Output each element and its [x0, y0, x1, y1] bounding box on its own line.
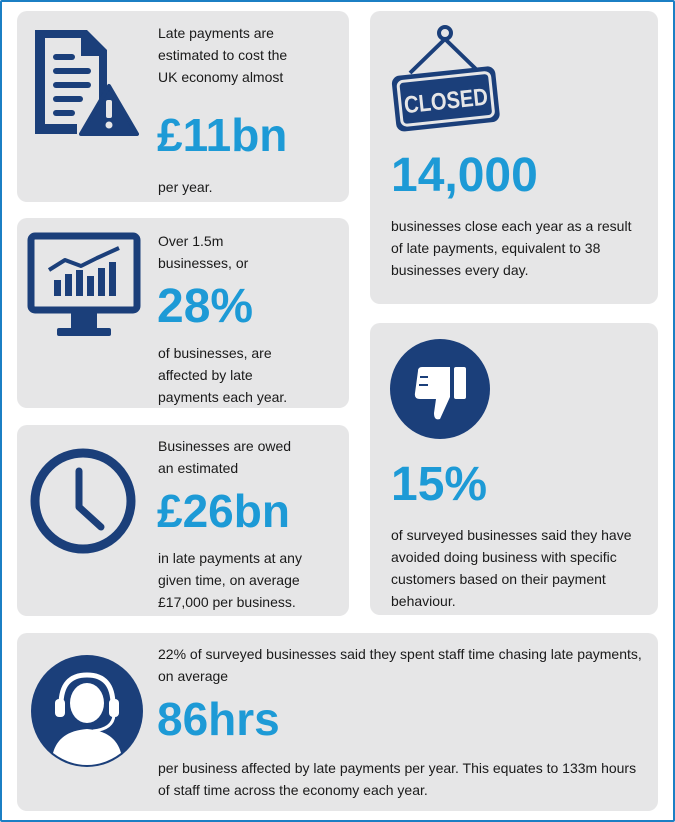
owed-intro: Businesses are owed an estimated: [158, 438, 292, 476]
affected-intro: Over 1.5m businesses, or: [158, 233, 249, 271]
headset-operator-icon: [29, 653, 145, 774]
payments-cost-intro: Late payments are estimated to cost the UK economy almost: [158, 25, 288, 85]
card-owed: [17, 425, 349, 616]
monitor-chart-icon: [27, 232, 141, 347]
card-payments-cost: [17, 11, 349, 202]
staff-time-figure: 86hrs: [157, 693, 280, 745]
thumbs-down-icon: [388, 337, 492, 446]
card-affected: [17, 218, 349, 408]
owed-figure: £26bn: [157, 485, 290, 537]
closures-figure: 14,000: [391, 149, 538, 202]
affected-outro: of businesses, are affected by late payments each year.: [158, 345, 288, 405]
card-staff-time: [17, 633, 658, 811]
avoided-figure: 15%: [391, 458, 488, 511]
staff-time-intro: 22% of surveyed businesses said they spent staff time chasing late payments, on average: [158, 646, 642, 684]
clock-icon: [27, 445, 139, 562]
closed-sign-text: CLOSED: [402, 81, 504, 120]
owed-outro: in late payments at any given time, on average £17,000 per business.: [158, 550, 302, 610]
document-warning-icon: [29, 26, 139, 141]
payments-cost-outro: per year.: [158, 179, 213, 195]
card-closures: [370, 11, 658, 304]
staff-time-outro: per business affected by late payments per year. This equates to 133m hours of staff time across the economy each year.: [158, 760, 637, 798]
card-avoided: [370, 323, 658, 615]
closed-sign-icon: [386, 21, 504, 138]
avoided-outro: of surveyed businesses said they have avoided doing business with specific customers based on their payment behaviour.: [391, 527, 632, 609]
payments-cost-figure: £11bn: [157, 109, 288, 161]
closures-outro: businesses close each year as a result of late payments, equivalent to 38 businesses every day.: [391, 218, 632, 278]
affected-figure: 28%: [157, 280, 254, 333]
